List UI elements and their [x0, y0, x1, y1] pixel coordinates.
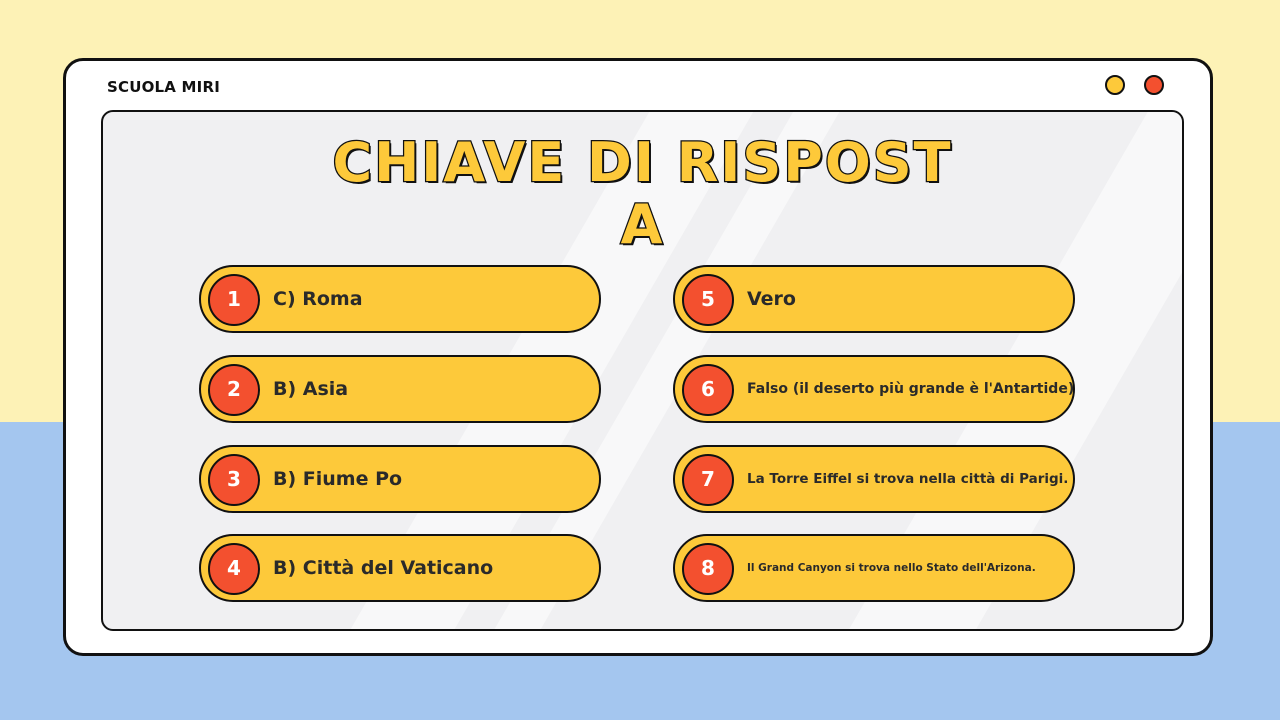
answer-text: Vero: [747, 287, 796, 310]
answer-number-badge: 7: [682, 454, 734, 506]
content-panel: [101, 110, 1184, 631]
answer-number-badge: 2: [208, 364, 260, 416]
page-title: [103, 132, 1182, 256]
answer-item-6: [673, 355, 1075, 423]
answer-item-7: [673, 445, 1075, 513]
answer-text: Falso (il deserto più grande è l'Antartide): [747, 380, 1075, 397]
answer-item-1: [199, 265, 601, 333]
answer-number-badge: 3: [208, 454, 260, 506]
answer-item-2: [199, 355, 601, 423]
answer-item-8: [673, 534, 1075, 602]
answer-number-badge: 4: [208, 543, 260, 595]
close-dot-icon[interactable]: [1144, 75, 1164, 95]
minimize-dot-icon[interactable]: [1105, 75, 1125, 95]
answer-text: B) Città del Vaticano: [273, 556, 494, 579]
answer-number-badge: 6: [682, 364, 734, 416]
answer-number-badge: 5: [682, 274, 734, 326]
answer-text: La Torre Eiffel si trova nella città di Parigi.: [747, 470, 1069, 487]
answer-number-badge: 8: [682, 543, 734, 595]
brand-name: SCUOLA MIRI: [107, 78, 220, 96]
app-window: [63, 58, 1213, 656]
answer-item-5: [673, 265, 1075, 333]
answer-text: Il Grand Canyon si trova nello Stato dell'Arizona.: [747, 561, 1036, 574]
answer-item-3: [199, 445, 601, 513]
answer-text: C) Roma: [273, 287, 363, 310]
page-title-line-1: CHIAVE DI RISPOST: [332, 131, 953, 194]
answer-number-badge: 1: [208, 274, 260, 326]
answer-text: B) Fiume Po: [273, 467, 403, 490]
answer-item-4: [199, 534, 601, 602]
page-title-line-2: A: [620, 193, 665, 256]
answer-text: B) Asia: [273, 377, 349, 400]
